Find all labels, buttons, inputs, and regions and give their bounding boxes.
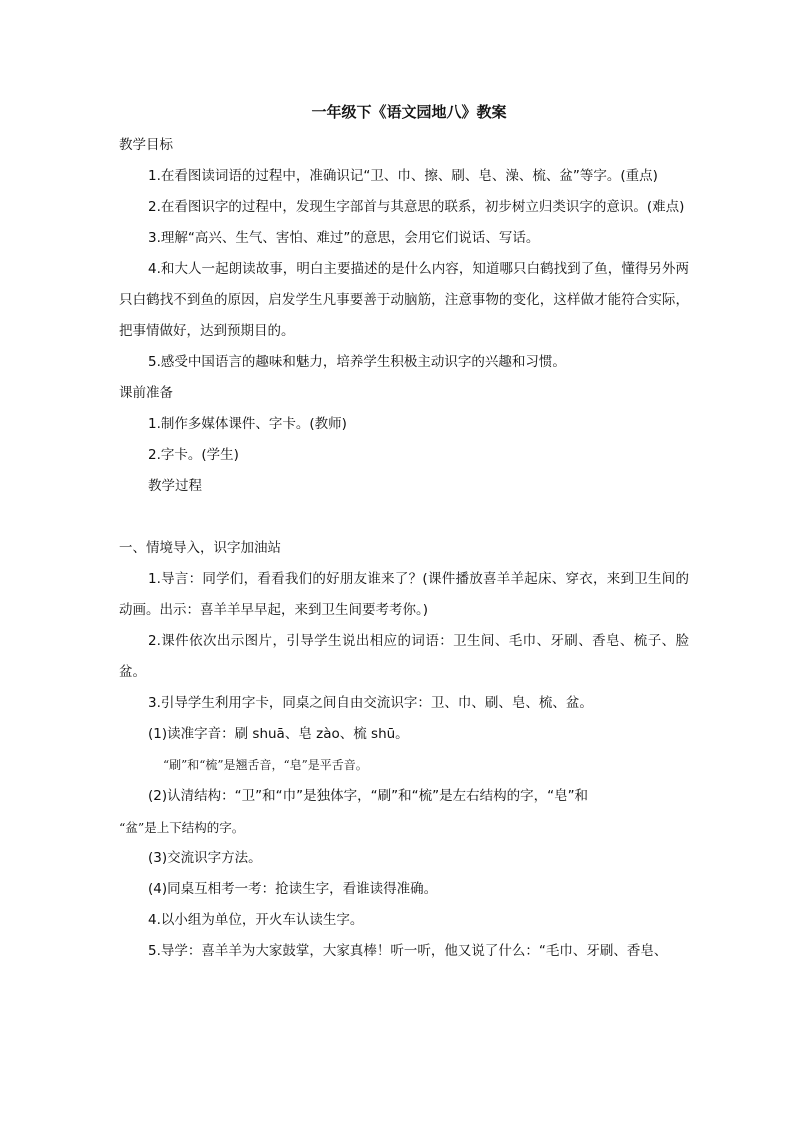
- section1-item-5: 5.导学：喜羊羊为大家鼓掌，大家真棒！听一听，他又说了什么：“毛巾、牙刷、香皂、: [148, 943, 668, 959]
- goal-item-3: 3.理解“高兴、生气、害怕、难过”的意思，会用它们说话、写话。: [148, 230, 540, 246]
- sub-item-structure: (2)认清结构：“卫”和“巾”是独体字，“刷”和“梳”是左右结构的字，“皂”和: [148, 788, 589, 804]
- prep-item-1: 1.制作多媒体课件、字卡。(教师): [148, 416, 347, 432]
- document-body: [119, 100, 689, 967]
- section1-item-2: 2.课件依次出示图片，引导学生说出相应的词语：卫生间、毛巾、牙刷、香皂、梳子、脸盆。: [119, 633, 689, 680]
- document-title: 一年级下《语文园地八》教案: [311, 103, 507, 121]
- sub-item-pronunciation: (1)读准字音：刷 shuā、皂 zào、梳 shū。: [148, 726, 409, 742]
- process-heading: 教学过程: [148, 478, 202, 494]
- goal-item-5: 5.感受中国语言的趣味和魅力，培养学生积极主动识字的兴趣和习惯。: [148, 354, 566, 370]
- sub-item-quiz: (4)同桌互相考一考：抢读生字，看谁读得准确。: [148, 881, 438, 897]
- goals-heading: 教学目标: [119, 137, 173, 153]
- goal-item-1: 1.在看图读词语的过程中，准确识记“卫、巾、擦、刷、皂、澡、梳、盆”等字。(重点): [148, 168, 658, 184]
- section1-item-3: 3.引导学生利用字卡，同桌之间自由交流识字：卫、巾、刷、皂、梳、盆。: [148, 695, 593, 711]
- prep-heading: 课前准备: [119, 385, 173, 401]
- sub-item-structure-continued: “盆”是上下结构的字。: [119, 820, 245, 835]
- sub-item-methods: (3)交流识字方法。: [148, 850, 262, 866]
- section1-item-4: 4.以小组为单位，开火车认读生字。: [148, 912, 364, 928]
- section1-item-1: 1.导言：同学们，看看我们的好朋友谁来了？(课件播放喜羊羊起床、穿衣，来到卫生间的动画。出示：喜羊羊早早起，来到卫生间要考考你。): [119, 571, 689, 618]
- goal-item-4: 4.和大人一起朗读故事，明白主要描述的是什么内容，知道哪只白鹤找到了鱼，懂得另外两只白鹤找不到鱼的原因，启发学生凡事要善于动脑筋，注意事物的变化，这样做才能符合实际，把事情做好，达到预期目的。: [119, 261, 689, 339]
- blank-line: [119, 502, 689, 533]
- sub-item-pronunciation-note: “刷”和“梳”是翘舌音，“皂”是平舌音。: [163, 758, 368, 772]
- goal-item-2: 2.在看图识字的过程中，发现生字部首与其意思的联系，初步树立归类识字的意识。(难点): [148, 199, 685, 215]
- section1-heading: 一、情境导入，识字加油站: [119, 540, 281, 556]
- prep-item-2: 2.字卡。(学生): [148, 447, 239, 463]
